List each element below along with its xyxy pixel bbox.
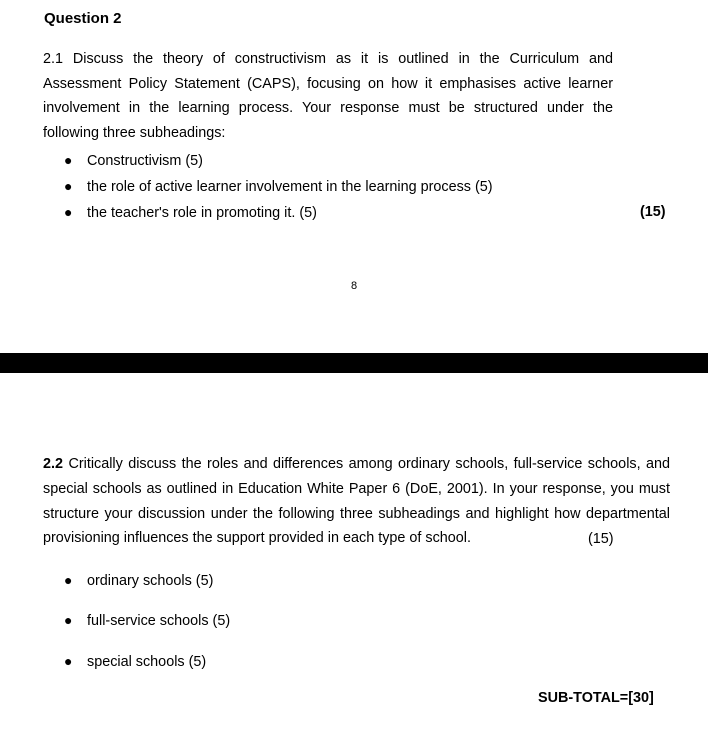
page-divider bbox=[0, 353, 708, 373]
bullet-text: ordinary schools (5) bbox=[87, 573, 214, 589]
bullet-text: full-service schools (5) bbox=[87, 613, 231, 629]
bullet-text: the role of active learner involvement in the learning process (5) bbox=[87, 179, 493, 195]
question-2-2-marks: (15) bbox=[588, 531, 614, 547]
question-2-1-text: 2.1 Discuss the theory of constructivism as it is outlined in the Curriculum and Assessment Policy Statement (CAPS), focusing on how it emphasises active learner involvement in the learning process. Your response must be structured under the following three subheadings: bbox=[43, 51, 613, 141]
question-2-2-number: 2.2 bbox=[43, 456, 64, 472]
bullet-icon: ● bbox=[64, 152, 73, 168]
list-item bbox=[64, 151, 203, 170]
bullet-text: special schools (5) bbox=[87, 654, 207, 670]
subtotal-label: SUB-TOTAL=[30] bbox=[538, 690, 654, 706]
bullet-icon: ● bbox=[64, 612, 73, 628]
list-item bbox=[64, 177, 493, 196]
bullet-icon: ● bbox=[64, 204, 73, 220]
list-item bbox=[64, 652, 206, 671]
bullet-icon: ● bbox=[64, 572, 73, 588]
list-item bbox=[64, 571, 213, 590]
bullet-text: the teacher's role in promoting it. (5) bbox=[87, 205, 317, 221]
list-item bbox=[64, 611, 230, 630]
question-2-2-body: Critically discuss the roles and differences among ordinary schools, full-service schools, and special schools as outlined in Education White Paper 6 (DoE, 2001). In your response, you must structure your discussion under the following three subheadings and highlight how departmental provisioning influences the support provided in each type of school. bbox=[43, 456, 671, 547]
bullet-text: Constructivism (5) bbox=[87, 153, 203, 169]
page-number: 8 bbox=[350, 280, 358, 292]
question-2-2-text bbox=[43, 452, 670, 551]
list-item bbox=[64, 203, 317, 222]
question-2-1-marks: (15) bbox=[640, 204, 666, 220]
question-heading: Question 2 bbox=[44, 10, 122, 27]
bullet-icon: ● bbox=[64, 178, 73, 194]
bullet-icon: ● bbox=[64, 653, 73, 669]
